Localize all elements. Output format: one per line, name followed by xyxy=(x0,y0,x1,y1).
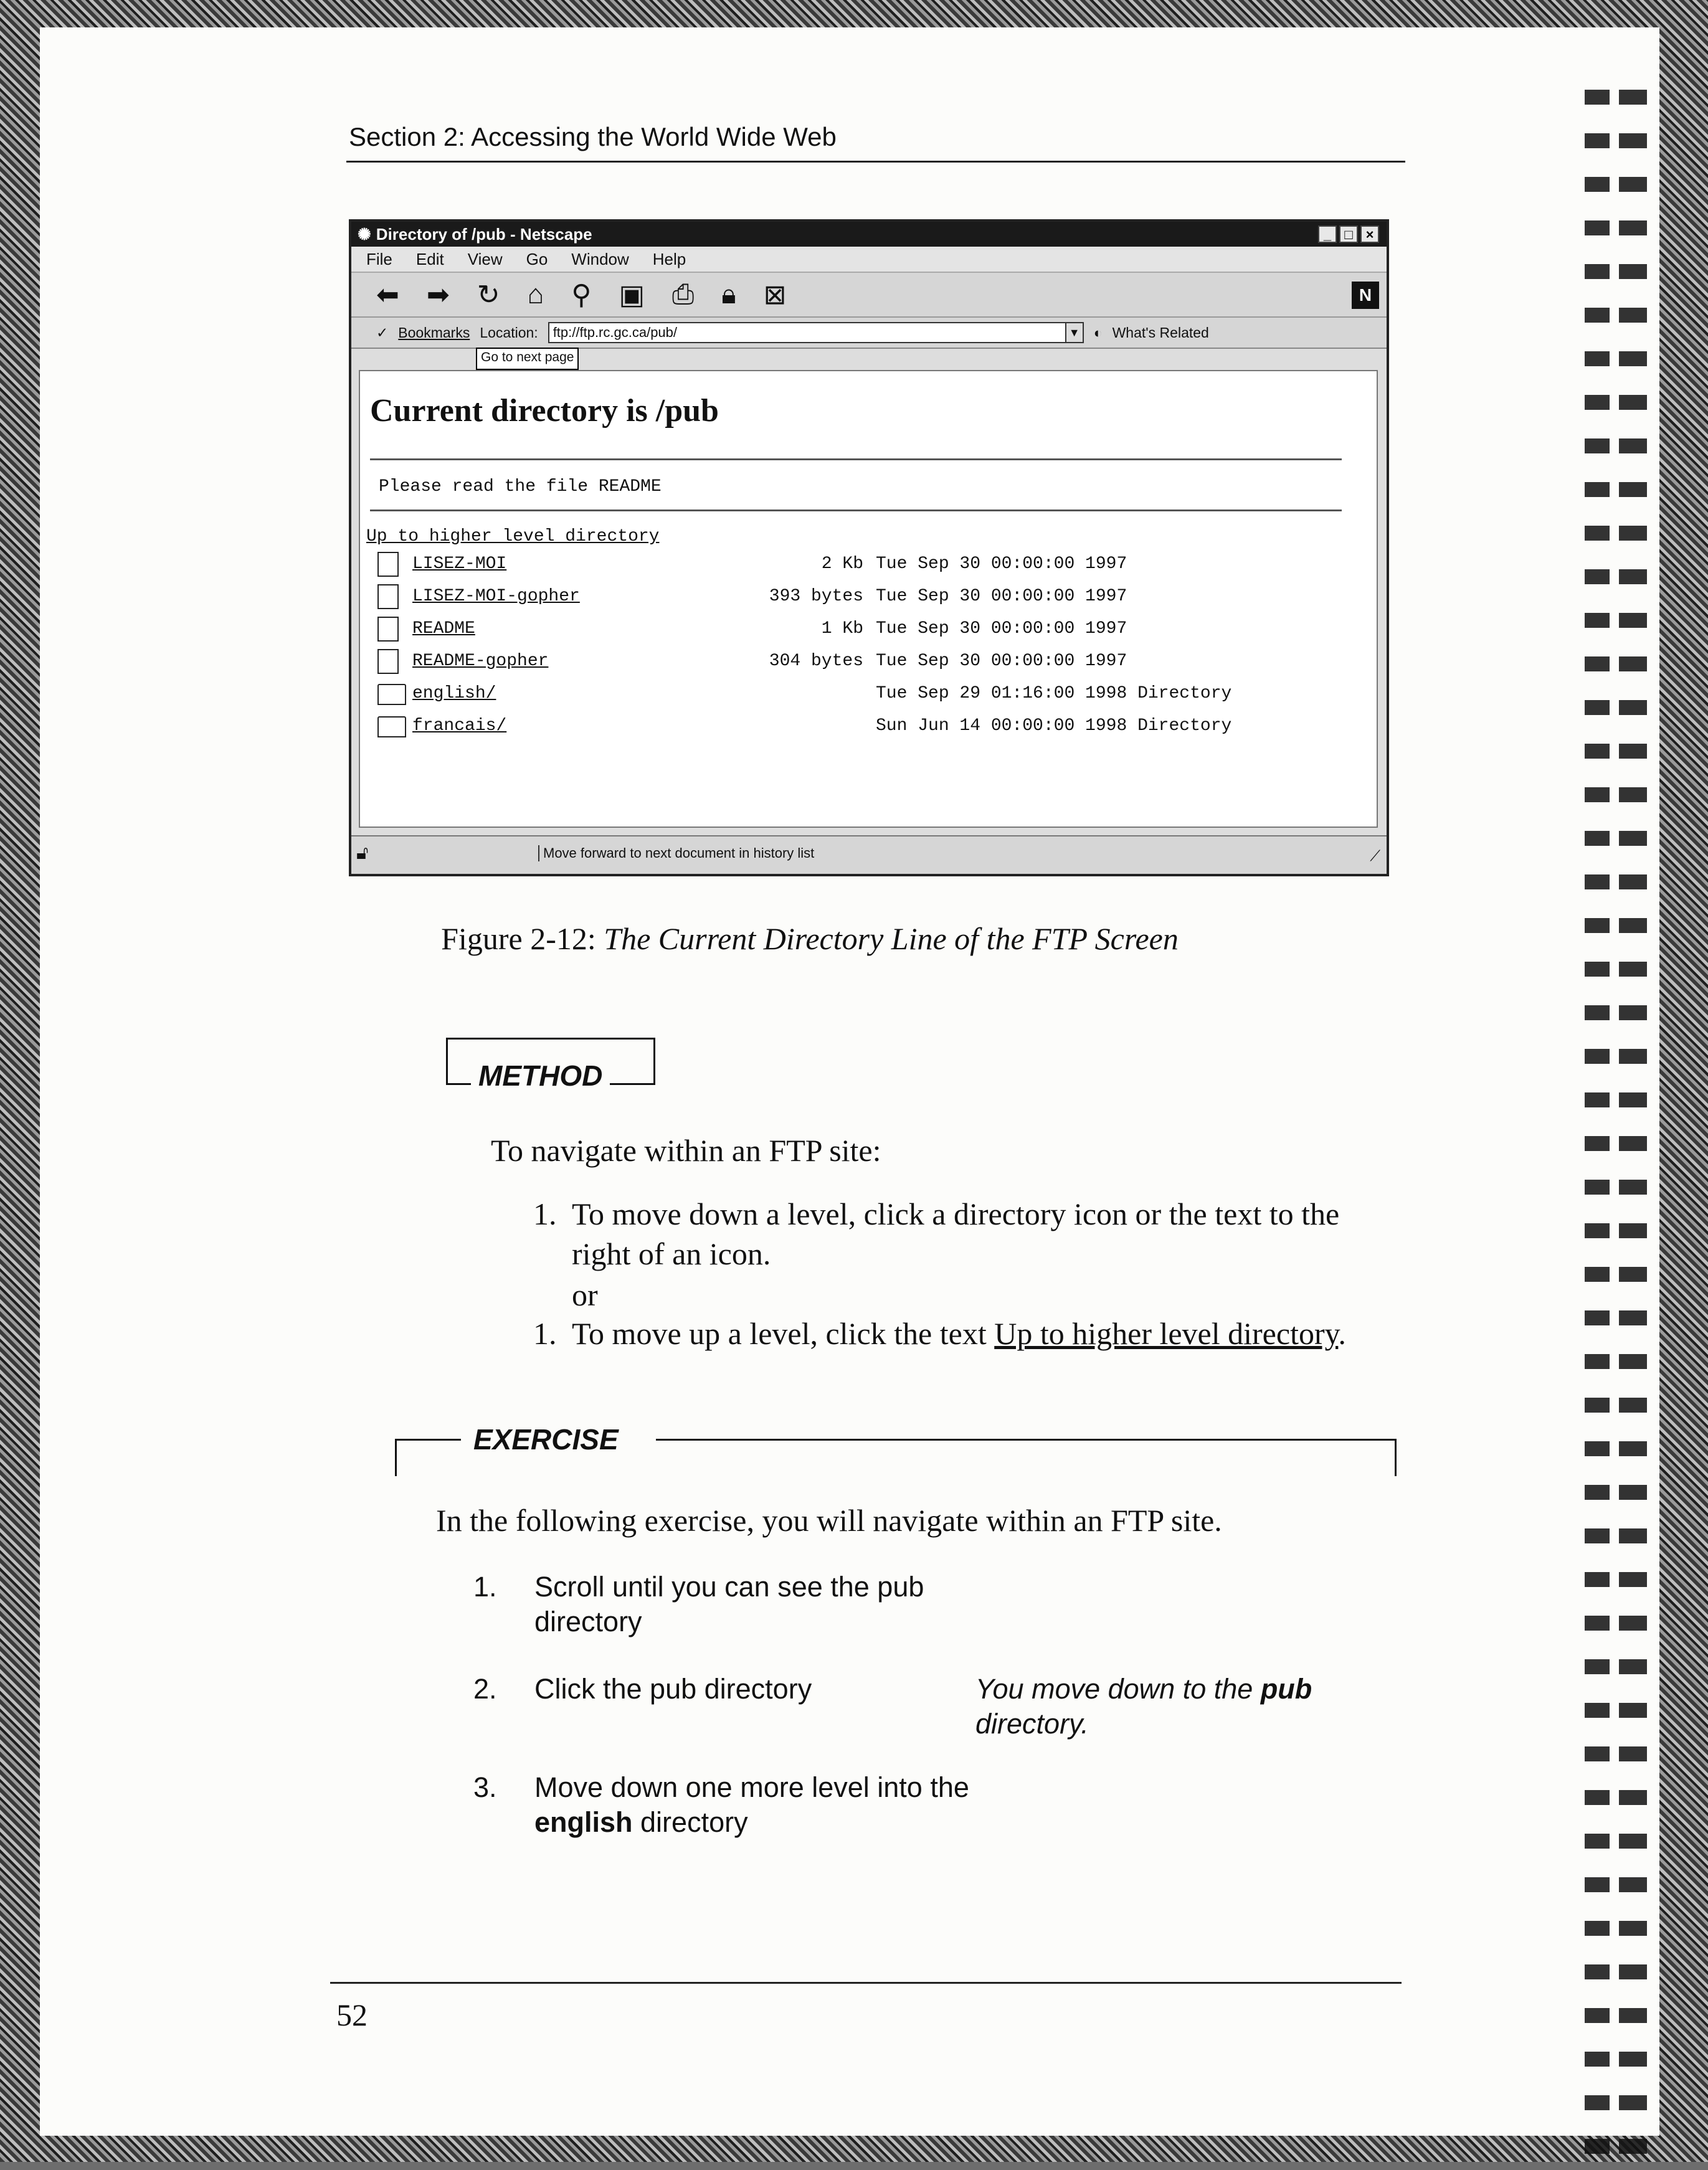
folder-link[interactable]: francais/ xyxy=(412,716,507,736)
chevron-down-icon[interactable]: ▼ xyxy=(1065,322,1084,343)
menu-file[interactable]: File xyxy=(366,249,392,268)
netscape-logo: N xyxy=(1352,282,1379,309)
step-text-bold: english xyxy=(534,1806,633,1838)
step-text xyxy=(572,1315,1346,1352)
file-date: Tue Sep 30 00:00:00 1997 xyxy=(876,587,1127,606)
home-icon[interactable]: ⌂ xyxy=(527,279,544,310)
exercise-step-number: 2. xyxy=(473,1673,497,1705)
up-directory-link[interactable]: Up to higher level directory xyxy=(366,527,660,546)
step-number: 1. xyxy=(533,1196,557,1231)
exercise-step-text xyxy=(534,1770,970,1840)
exercise-rule-left xyxy=(395,1439,397,1476)
close-button[interactable]: × xyxy=(1360,225,1379,243)
menu-view[interactable]: View xyxy=(467,249,503,268)
file-date: Tue Sep 30 00:00:00 1997 xyxy=(876,554,1127,574)
search-icon[interactable]: ⚲ xyxy=(571,279,592,310)
exercise-step-result xyxy=(975,1672,1374,1741)
folder-row[interactable] xyxy=(377,713,1349,741)
tooltip: Go to next page xyxy=(476,348,579,370)
window-title: Directory of /pub - Netscape xyxy=(376,224,592,244)
whats-related-icon: ◐ xyxy=(1093,324,1103,341)
exercise-step-text: Scroll until you can see the pub directory xyxy=(534,1571,924,1637)
file-icon[interactable] xyxy=(377,649,399,674)
location-label: Location: xyxy=(480,324,538,341)
menu-help[interactable]: Help xyxy=(652,249,686,268)
file-size: 1 Kb xyxy=(821,619,863,638)
figure-caption xyxy=(0,921,1620,957)
file-size: 393 bytes xyxy=(769,587,863,606)
back-icon[interactable]: ⬅ xyxy=(376,279,399,310)
bookmarks-icon: ✓ xyxy=(376,324,389,341)
file-icon[interactable] xyxy=(377,584,399,609)
method-intro: To navigate within an FTP site: xyxy=(491,1133,881,1168)
file-icon[interactable] xyxy=(377,552,399,577)
step-text: right of an icon. xyxy=(572,1236,771,1271)
file-link[interactable]: README-gopher xyxy=(412,651,549,671)
file-link[interactable]: LISEZ-MOI xyxy=(412,554,507,574)
caption-title: The Current Directory Line of the FTP Screen xyxy=(604,921,1179,956)
file-icon[interactable] xyxy=(377,617,399,642)
file-size: 2 Kb xyxy=(821,554,863,574)
location-bar xyxy=(351,318,1387,349)
divider xyxy=(370,458,1342,460)
status-message: Move forward to next document in history list xyxy=(538,845,814,861)
step-text-prefix: To move up a level, click the text xyxy=(572,1316,995,1351)
file-date: Tue Sep 30 00:00:00 1997 xyxy=(876,619,1127,638)
file-date: Sun Jun 14 00:00:00 1998 Directory xyxy=(876,716,1232,736)
location-input[interactable] xyxy=(548,322,1084,343)
navigation-toolbar xyxy=(351,273,1387,318)
file-row[interactable] xyxy=(377,551,1349,579)
divider xyxy=(370,509,1342,511)
result-text: directory. xyxy=(975,1708,1089,1740)
netscape-guide-icon[interactable]: ▣ xyxy=(619,279,645,310)
stop-icon[interactable]: ⊠ xyxy=(763,279,787,310)
readme-note: Please read the file README xyxy=(379,477,662,496)
title-bar xyxy=(351,222,1387,247)
url-text: ftp://ftp.rc.gc.ca/pub/ xyxy=(553,325,678,340)
status-bar xyxy=(351,835,1387,874)
result-text: You move down to the xyxy=(975,1673,1261,1705)
security-lock-icon[interactable]: 🔓︎ xyxy=(356,843,369,863)
up-directory-reference: Up to higher level directory xyxy=(994,1316,1339,1351)
current-directory-heading: Current directory is /pub xyxy=(370,393,719,429)
file-date: Tue Sep 29 01:16:00 1998 Directory xyxy=(876,684,1232,703)
folder-row[interactable] xyxy=(377,680,1349,709)
menu-window[interactable]: Window xyxy=(571,249,629,268)
step-text-b: directory xyxy=(632,1806,748,1838)
section-header: Section 2: Accessing the World Wide Web xyxy=(349,122,837,151)
file-row[interactable] xyxy=(377,583,1349,612)
result-bold: pub xyxy=(1260,1673,1312,1705)
exercise-rule-right xyxy=(1395,1439,1397,1476)
file-row[interactable] xyxy=(377,615,1349,644)
step-number: 1. xyxy=(533,1316,557,1351)
folder-link[interactable]: english/ xyxy=(412,684,496,703)
spiral-binding xyxy=(1566,77,1659,2170)
whats-related-button[interactable]: What's Related xyxy=(1112,324,1209,341)
file-row[interactable] xyxy=(377,648,1349,676)
reload-icon[interactable]: ↻ xyxy=(477,279,500,310)
menu-go[interactable]: Go xyxy=(526,249,548,268)
bookmarks-button[interactable]: Bookmarks xyxy=(398,324,470,341)
or-separator: or xyxy=(572,1277,598,1312)
exercise-intro: In the following exercise, you will navigate within an FTP site. xyxy=(436,1503,1222,1538)
exercise-label: EXERCISE xyxy=(461,1423,656,1456)
page-number: 52 xyxy=(336,1997,368,2032)
page-content xyxy=(359,370,1378,828)
header-rule xyxy=(346,161,1405,163)
file-link[interactable]: README xyxy=(412,619,475,638)
menu-edit[interactable]: Edit xyxy=(415,249,444,268)
step-text-suffix: . xyxy=(1338,1316,1346,1351)
folder-icon[interactable] xyxy=(377,684,406,705)
footer-rule xyxy=(330,1982,1402,1984)
file-size: 304 bytes xyxy=(769,651,863,671)
caption-prefix: Figure 2-12: xyxy=(441,921,604,956)
step-text-a: Move down one more level into the xyxy=(534,1771,969,1803)
netscape-icon: ✺ xyxy=(358,224,371,244)
file-date: Tue Sep 30 00:00:00 1997 xyxy=(876,651,1127,671)
security-icon[interactable]: 🔒︎ xyxy=(721,279,736,310)
step-text: To move down a level, click a directory icon or the text to the xyxy=(572,1196,1340,1231)
minimize-button[interactable]: _ xyxy=(1318,225,1337,243)
exercise-step-number: 1. xyxy=(473,1571,497,1603)
file-link[interactable]: LISEZ-MOI-gopher xyxy=(412,587,580,606)
exercise-step-text: Click the pub directory xyxy=(534,1673,812,1705)
folder-icon[interactable] xyxy=(377,716,406,737)
browser-window xyxy=(349,219,1389,876)
method-label: METHOD xyxy=(471,1059,610,1092)
print-icon[interactable]: ⎙ xyxy=(672,279,695,310)
exercise-step-number: 3. xyxy=(473,1771,497,1803)
menu-bar xyxy=(351,247,1387,273)
forward-icon[interactable]: ➡ xyxy=(426,279,450,310)
resize-grip-icon[interactable]: ⟋ xyxy=(1370,848,1380,865)
maximize-button[interactable]: □ xyxy=(1339,225,1358,243)
